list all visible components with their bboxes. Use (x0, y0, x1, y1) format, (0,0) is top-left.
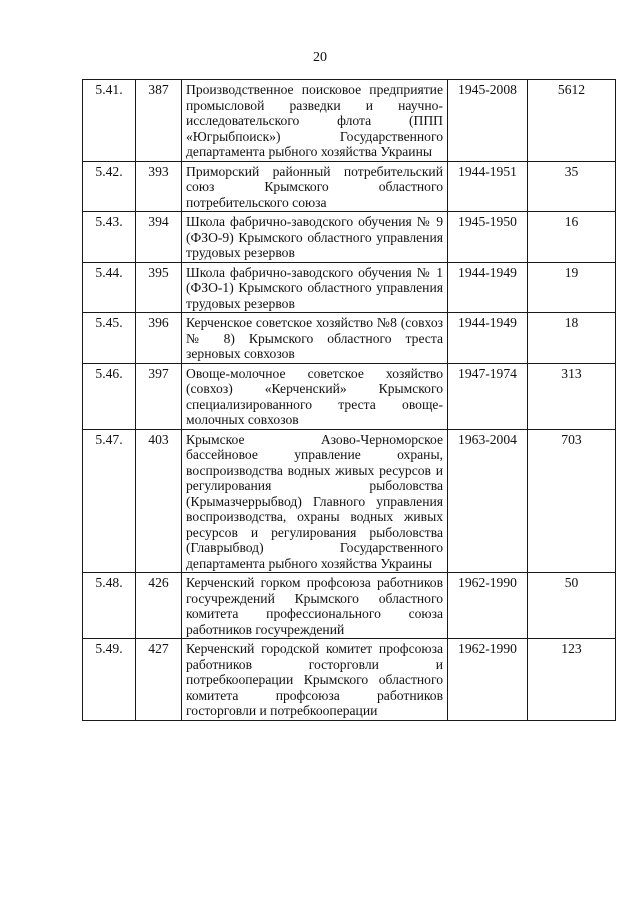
row-number: 5.45. (83, 313, 136, 364)
date-range: 1963-2004 (448, 429, 528, 573)
item-count: 16 (528, 212, 616, 263)
item-count: 18 (528, 313, 616, 364)
table-row (83, 573, 616, 639)
fund-name: Керченское советское хозяйство №8 (совхоз № 8) Крымского областного треста зерновых совхозов (182, 313, 448, 364)
fund-number: 387 (136, 80, 182, 162)
fund-register-table (82, 79, 616, 721)
row-number: 5.48. (83, 573, 136, 639)
row-number: 5.44. (83, 262, 136, 313)
date-range: 1944-1949 (448, 262, 528, 313)
item-count: 50 (528, 573, 616, 639)
fund-name: Школа фабрично-заводского обучения № 9 (ФЗО-9) Крымского областного управления трудовых резервов (182, 212, 448, 263)
fund-name: Керченский городской комитет профсоюза работников госторговли и потребкооперации Крымского областного комитета профсоюза работников госторговли и потребкооперации (182, 639, 448, 721)
fund-number: 393 (136, 161, 182, 212)
table-row (83, 80, 616, 162)
fund-name: Овоще-молочное советское хозяйство (совхоз) «Керченский» Крымского специализированного треста овоще-молочных совхозов (182, 363, 448, 429)
date-range: 1944-1951 (448, 161, 528, 212)
fund-name: Школа фабрично-заводского обучения № 1 (ФЗО-1) Крымского областного управления трудовых резервов (182, 262, 448, 313)
fund-number: 396 (136, 313, 182, 364)
item-count: 35 (528, 161, 616, 212)
row-number: 5.46. (83, 363, 136, 429)
table-row (83, 429, 616, 573)
item-count: 313 (528, 363, 616, 429)
item-count: 703 (528, 429, 616, 573)
date-range: 1962-1990 (448, 573, 528, 639)
fund-number: 427 (136, 639, 182, 721)
date-range: 1945-2008 (448, 80, 528, 162)
date-range: 1944-1949 (448, 313, 528, 364)
item-count: 123 (528, 639, 616, 721)
table-row (83, 363, 616, 429)
table-row (83, 639, 616, 721)
date-range: 1945-1950 (448, 212, 528, 263)
row-number: 5.41. (83, 80, 136, 162)
fund-name: Крымское Азово-Черноморское бассейновое управление охраны, воспроизводства водных живых ресурсов и регулирования рыболовства (Крымазчеррыбвод) Главного управления воспроизводства, охраны водных живых ресурсов и регулирования рыболовства (Главрыбвод) Государственного департамента рыбного хозяйства Украины (182, 429, 448, 573)
fund-number: 426 (136, 573, 182, 639)
table-row (83, 212, 616, 263)
row-number: 5.43. (83, 212, 136, 263)
item-count: 19 (528, 262, 616, 313)
fund-name: Производственное поисковое предприятие промысловой разведки и научно-исследовательского флота (ППП «Югрыбпоиск») Государственного департамента рыбного хозяйства Украины (182, 80, 448, 162)
row-number: 5.42. (83, 161, 136, 212)
fund-register-body (83, 80, 616, 721)
fund-number: 394 (136, 212, 182, 263)
row-number: 5.49. (83, 639, 136, 721)
table-row (83, 262, 616, 313)
fund-number: 397 (136, 363, 182, 429)
date-range: 1962-1990 (448, 639, 528, 721)
page-number: 20 (313, 50, 327, 65)
fund-number: 403 (136, 429, 182, 573)
fund-number: 395 (136, 262, 182, 313)
fund-name: Керченский горком профсоюза работников госучреждений Крымского областного комитета профессионального союза работников госучреждений (182, 573, 448, 639)
date-range: 1947-1974 (448, 363, 528, 429)
fund-name: Приморский районный потребительский союз Крымского областного потребительского союза (182, 161, 448, 212)
table-row (83, 313, 616, 364)
table-row (83, 161, 616, 212)
row-number: 5.47. (83, 429, 136, 573)
item-count: 5612 (528, 80, 616, 162)
